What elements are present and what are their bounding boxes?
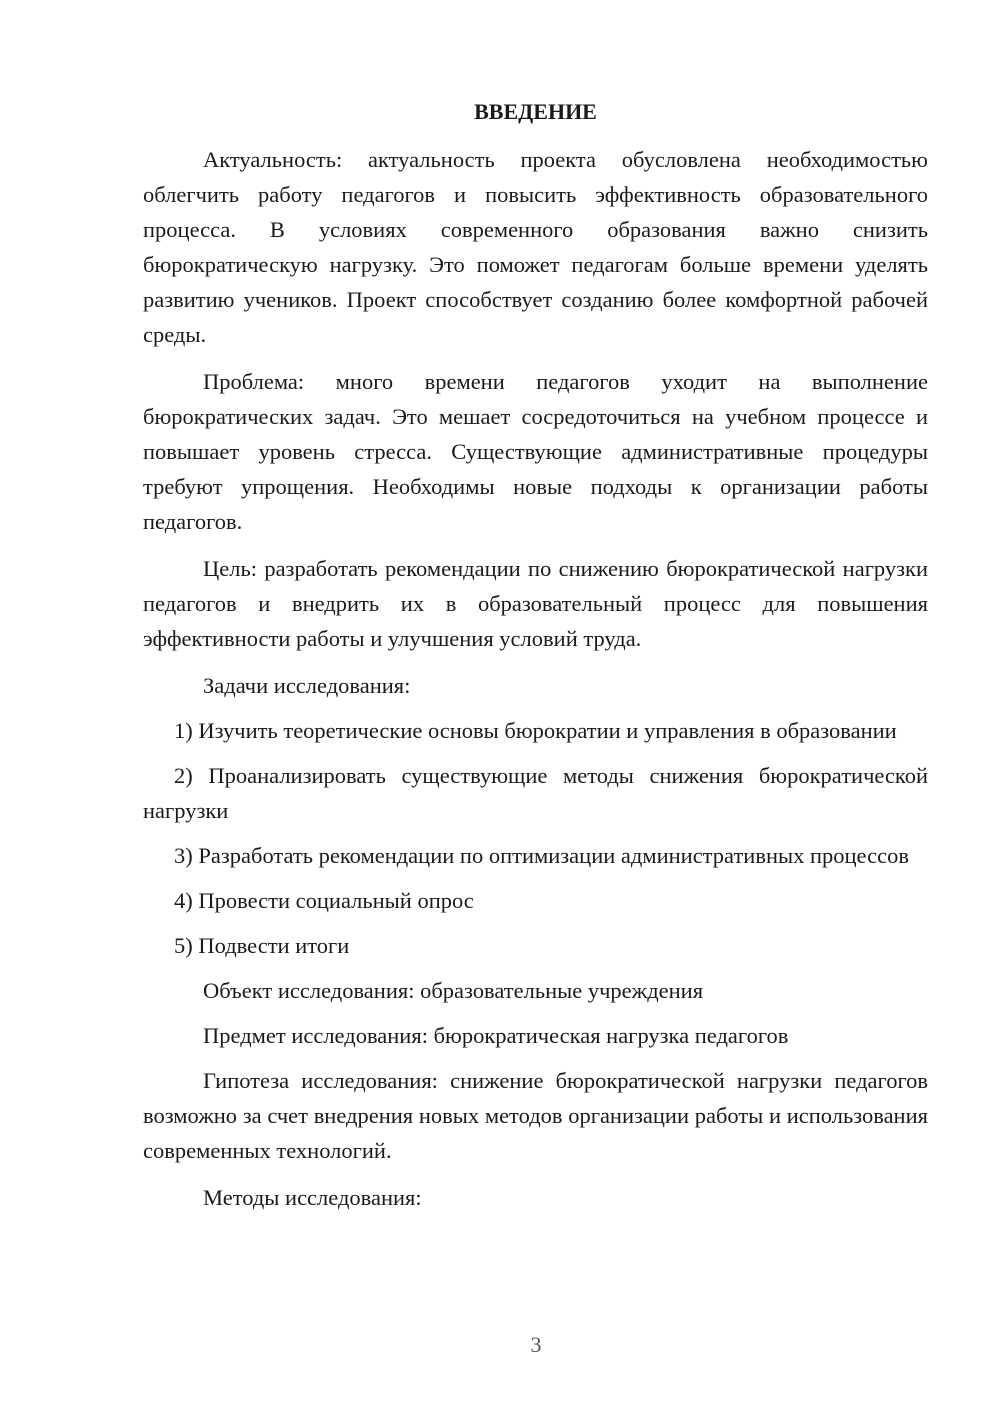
section-heading: ВВЕДЕНИЕ — [474, 99, 597, 124]
task-item-5: 5) Подвести итоги — [174, 933, 350, 958]
task-item-2: 2) Проанализировать существующие методы снижения бюрократической нагрузки — [143, 763, 928, 823]
goal-paragraph: Цель: разработать рекомендации по снижению бюрократической нагрузки педагогов и внедрить их в образовательный процесс для повышения эффективности работы и улучшения условий труда. — [143, 556, 928, 651]
problem-paragraph: Проблема: много времени педагогов уходит на выполнение бюрократических задач. Это мешает сосредоточиться на учебном процессе и повышает уровень стресса. Существующие административные процедуры требуют упрощения. Необходимы новые подходы к организации работы педагогов. — [143, 369, 928, 534]
page-number: 3 — [530, 1332, 542, 1357]
methods-title: Методы исследования: — [203, 1185, 422, 1210]
task-item-1: 1) Изучить теоретические основы бюрократии и управления в образовании — [174, 718, 897, 743]
page-content — [143, 94, 928, 1225]
tasks-title: Задачи исследования: — [203, 673, 411, 698]
task-item-3: 3) Разработать рекомендации по оптимизации административных процессов — [174, 843, 909, 868]
relevance-paragraph: Актуальность: актуальность проекта обусловлена необходимостью облегчить работу педагогов и повысить эффективность образовательного процесса. В условиях современного образования важно снизить бюрократическую нагрузку. Это поможет педагогам больше времени уделять развитию учеников. Проект способствует созданию более комфортной рабочей среды. — [143, 147, 928, 347]
subject-paragraph: Предмет исследования: бюрократическая нагрузка педагогов — [203, 1023, 789, 1048]
hypothesis-paragraph: Гипотеза исследования: снижение бюрократической нагрузки педагогов возможно за счет внедрения новых методов организации работы и использования современных технологий. — [143, 1068, 928, 1163]
object-paragraph: Объект исследования: образовательные учреждения — [203, 978, 704, 1003]
task-item-4: 4) Провести социальный опрос — [174, 888, 474, 913]
